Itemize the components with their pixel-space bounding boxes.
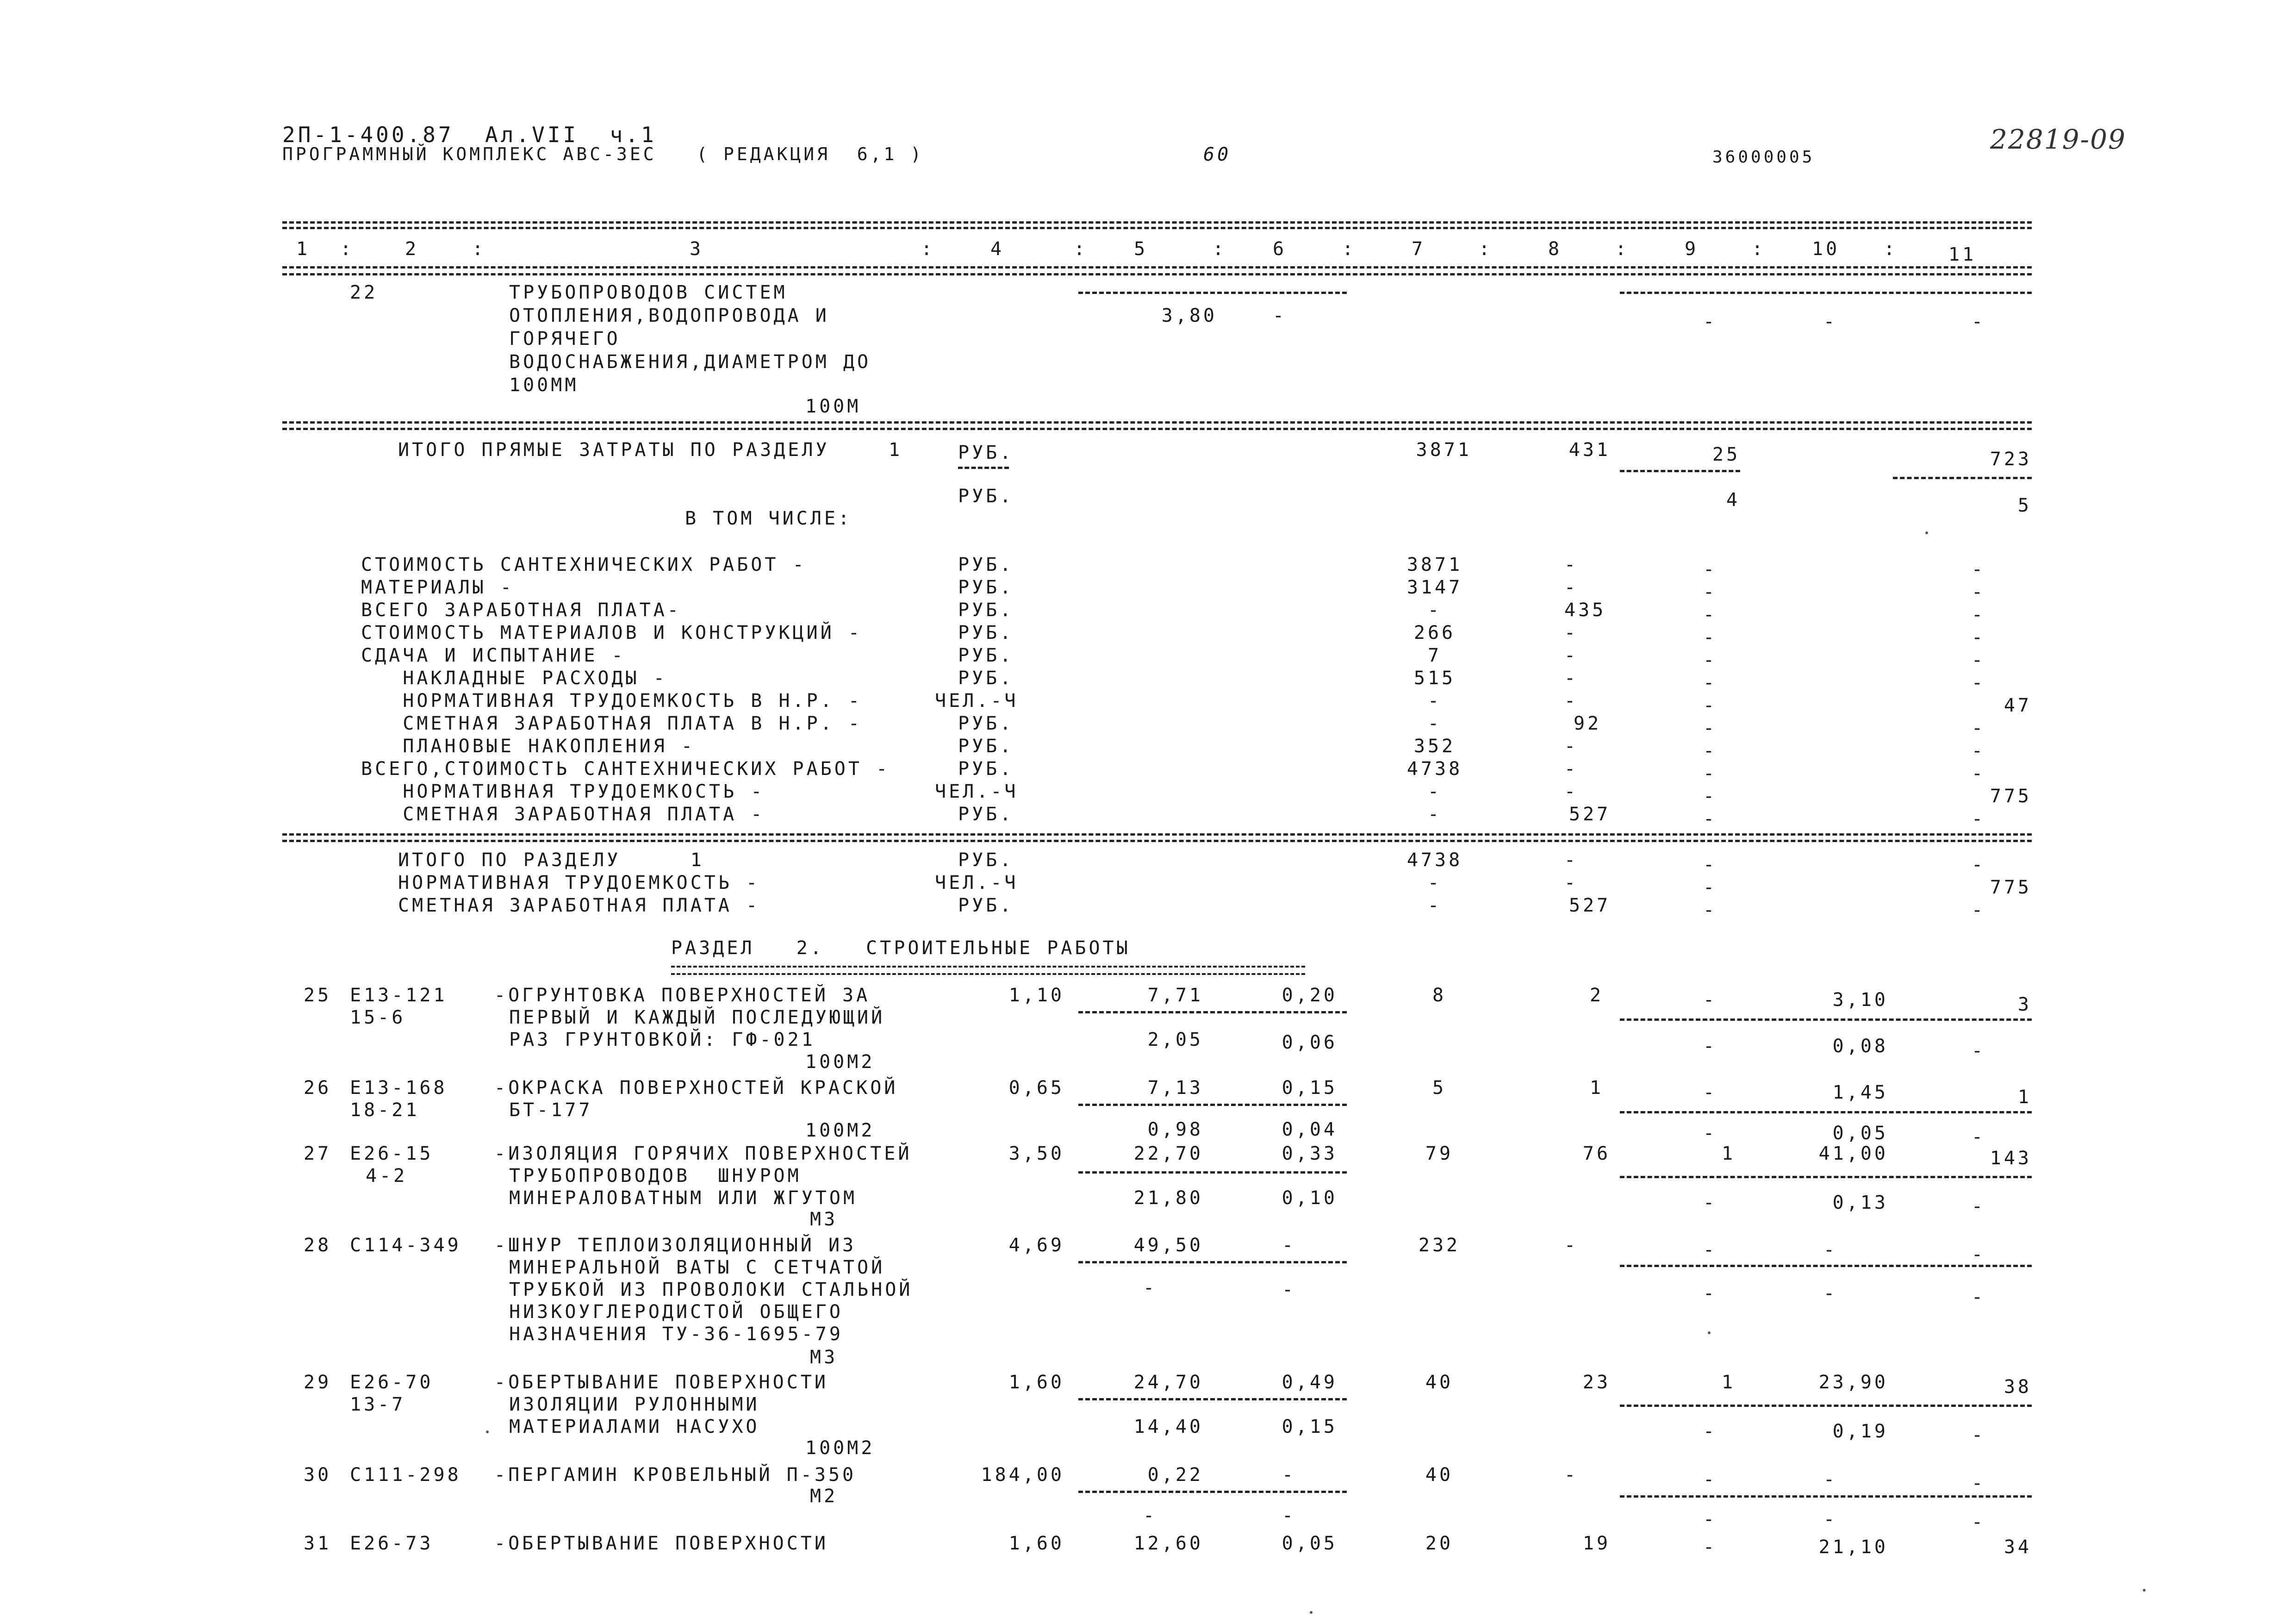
item-text: -ШНУР ТЕПЛОИЗОЛЯЦИОННЫЙ ИЗ [494, 1235, 857, 1256]
row-unit: ЧЕЛ.-Ч [935, 690, 1019, 712]
col-num: 11 [1948, 244, 1977, 265]
value-col9: - [1703, 899, 1717, 921]
item-unit: М3 [810, 1347, 838, 1368]
row-label: ВСЕГО,СТОИМОСТЬ САНТЕХНИЧЕСКИХ РАБОТ - [361, 758, 890, 780]
value-col11: - [1972, 604, 1986, 625]
row-label: СТОИМОСТЬ МАТЕРИАЛОВ И КОНСТРУКЦИЙ - [361, 622, 862, 643]
value-col10: 23,90 [1818, 1372, 1888, 1393]
value-col7: - [1427, 600, 1442, 621]
value-col9: - [1703, 1537, 1717, 1558]
row-label: СДАЧА И ИСПЫТАНИЕ - [361, 645, 626, 666]
item-code: Е13-121 [350, 985, 448, 1006]
value-col7: 515 [1413, 668, 1456, 689]
row-label: СТОИМОСТЬ САНТЕХНИЧЕСКИХ РАБОТ - [361, 554, 807, 575]
value-col11: - [1972, 311, 1986, 332]
value-col8: 527 [1569, 804, 1611, 825]
value-col11-second: - [1972, 1424, 1986, 1446]
program-title: ПРОГРАММНЫЙ КОМПЛЕКС АВС-3ЕС ( РЕДАКЦИЯ 6,1 ) [282, 144, 924, 164]
value-col5-second: 2,05 [1147, 1029, 1203, 1050]
value-col9: 1 [1722, 1372, 1736, 1393]
value-col11: 775 [1990, 877, 2032, 898]
value-col6: 0,15 [1282, 1077, 1338, 1099]
item-unit: 100М2 [805, 1120, 875, 1141]
item-number: 22 [350, 282, 378, 303]
value-col8: - [1564, 554, 1579, 575]
handwritten-number: 22819-09 [1990, 124, 2126, 155]
row-unit: РУБ. [958, 895, 1014, 916]
item-number: 29 [304, 1372, 332, 1393]
value-col10: 1,45 [1832, 1082, 1888, 1103]
value-col9: - [1703, 627, 1717, 648]
value-col4: 1,60 [1008, 1372, 1064, 1393]
row-unit: РУБ. [958, 668, 1014, 689]
value-col4: 184,00 [981, 1464, 1064, 1486]
value-col7: 4738 [1406, 758, 1463, 780]
value-col9: - [1703, 559, 1717, 580]
value-col9: - [1703, 854, 1717, 875]
item-code: Е26-70 [350, 1372, 434, 1393]
value-col10-second: 0,05 [1832, 1123, 1888, 1144]
direct-costs-label: ИТОГО ПРЯМЫЕ ЗАТРАТЫ ПО РАЗДЕЛУ [398, 439, 830, 461]
value-col5-second: 14,40 [1133, 1416, 1203, 1437]
item-code-2: 15-6 [350, 1007, 406, 1028]
value-col7: 5 [1432, 1077, 1447, 1099]
value-col11: - [1972, 627, 1986, 648]
value-col6-second: 0,06 [1282, 1032, 1338, 1053]
value-col7: 266 [1413, 622, 1456, 643]
row-label: СМЕТНАЯ ЗАРАБОТНАЯ ПЛАТА - [398, 895, 760, 916]
value-col5-second: 21,80 [1133, 1187, 1203, 1209]
page-number: 60 [1203, 144, 1232, 165]
row-unit: РУБ. [958, 849, 1014, 871]
value-col11: - [1972, 581, 1986, 603]
value-col9: - [1703, 786, 1717, 807]
header-rule-bottom [282, 266, 2032, 269]
value-col7: 3147 [1406, 577, 1463, 598]
value-col9: - [1703, 718, 1717, 739]
value-col11: - [1972, 718, 1986, 739]
row-label: СМЕТНАЯ ЗАРАБОТНАЯ ПЛАТА - [361, 804, 765, 825]
value-col7: 352 [1413, 736, 1456, 757]
value-col5: 24,70 [1133, 1372, 1203, 1393]
value-col10: 21,10 [1818, 1537, 1888, 1558]
item-code: С114-349 [350, 1235, 461, 1256]
value-col9: - [1703, 763, 1717, 784]
value-col9: - [1703, 695, 1717, 716]
value-col9-second: - [1703, 1509, 1717, 1530]
col-num: 1 [296, 238, 311, 260]
value-col6-second: - [1282, 1279, 1296, 1300]
value-col7: - [1427, 781, 1442, 802]
item-unit: М3 [810, 1209, 838, 1230]
row-unit: РУБ. [958, 804, 1014, 825]
value-col7: 4738 [1406, 849, 1463, 871]
value-col9-second: - [1703, 1421, 1717, 1442]
value-col11-second: - [1972, 1126, 1986, 1148]
item-text: РАЗ ГРУНТОВКОЙ: ГФ-021 [509, 1029, 815, 1050]
value-col8: - [1564, 622, 1579, 643]
value-col11: - [1972, 808, 1986, 830]
value-col8: - [1564, 668, 1579, 689]
value-col9: - [1703, 604, 1717, 625]
value-col8: - [1564, 1235, 1579, 1256]
item-text: -ОГРУНТОВКА ПОВЕРХНОСТЕЙ ЗА [494, 985, 871, 1006]
item-text: ТРУБОПРОВОДОВ СИСТЕМ [509, 282, 788, 303]
value-col9: - [1703, 808, 1717, 830]
header-rule-top-2 [282, 227, 2032, 229]
value-col7: - [1427, 895, 1442, 916]
value-col10-second: 0,08 [1832, 1036, 1888, 1057]
item-text: -ОБЕРТЫВАНИЕ ПОВЕРХНОСТИ [494, 1533, 828, 1554]
row-label: НАКЛАДНЫЕ РАСХОДЫ - [361, 668, 667, 689]
item-unit: 100М2 [805, 1437, 875, 1459]
value-col11: - [1972, 650, 1986, 671]
row-label: НОРМАТИВНАЯ ТРУДОЕМКОСТЬ - [398, 872, 760, 893]
value-col8: 23 [1582, 1372, 1611, 1393]
item-unit: 100М2 [805, 1051, 875, 1073]
header-rule-bottom-2 [282, 273, 2032, 275]
value-col9-second: - [1703, 1283, 1717, 1304]
value-col9: - [1703, 311, 1717, 332]
item-number: 26 [304, 1077, 332, 1099]
row-unit: ЧЕЛ.-Ч [935, 781, 1019, 802]
value-col4: 3,50 [1008, 1143, 1064, 1164]
item-text: БТ-177 [509, 1099, 593, 1121]
item-text: ТРУБОПРОВОДОВ ШНУРОМ [509, 1165, 802, 1187]
item-text: МАТЕРИАЛАМИ НАСУХО [509, 1416, 760, 1437]
row-label: ИТОГО ПО РАЗДЕЛУ 1 [398, 849, 704, 871]
row-unit: ЧЕЛ.-Ч [935, 872, 1019, 893]
value-col11-second: - [1972, 1287, 1986, 1308]
value-col9: - [1703, 1082, 1717, 1103]
row-label: ПЛАНОВЫЕ НАКОПЛЕНИЯ - [361, 736, 695, 757]
col-num: 3 [690, 238, 704, 260]
value-col11: 723 [1990, 449, 2032, 470]
value-col11: 34 [2004, 1537, 2032, 1558]
value-col7: 7 [1427, 645, 1442, 666]
row-label: МАТЕРИАЛЫ - [361, 577, 514, 598]
header-rule-top [282, 221, 2032, 224]
item-text: НИЗКОУГЛЕРОДИСТОЙ ОБЩЕГО [509, 1301, 843, 1323]
value-col10: 3,10 [1832, 989, 1888, 1011]
value-col10-second: - [1823, 1509, 1838, 1530]
value-col5-second: - [1143, 1277, 1157, 1299]
value-col8: - [1564, 690, 1579, 712]
scan-speck [1310, 1611, 1313, 1614]
value-col11-second: - [1972, 1196, 1986, 1217]
item-text: -ПЕРГАМИН КРОВЕЛЬНЫЙ П-350 [494, 1464, 857, 1486]
item-code: Е26-73 [350, 1533, 434, 1554]
value-col11: - [1972, 854, 1986, 875]
value-col9: - [1703, 740, 1717, 762]
row-label: НОРМАТИВНАЯ ТРУДОЕМКОСТЬ В Н.Р. - [361, 690, 862, 712]
value-col10: - [1823, 1469, 1838, 1490]
value-col10-second: 0,13 [1832, 1192, 1888, 1213]
value-col7: - [1427, 872, 1442, 893]
value-col5-second: - [1143, 1505, 1157, 1526]
value-col7: 20 [1425, 1533, 1454, 1554]
value-col8: 76 [1582, 1143, 1611, 1164]
item-code-2: 18-21 [350, 1099, 420, 1121]
section-title-underline [671, 966, 1305, 975]
value-col9: 25 [1712, 444, 1741, 465]
row-label: СМЕТНАЯ ЗАРАБОТНАЯ ПЛАТА В Н.Р. - [361, 713, 862, 734]
value-col6-second: 0,15 [1282, 1416, 1338, 1437]
item-text: ГОРЯЧЕГО [509, 328, 621, 350]
col-num: 6 [1273, 238, 1287, 260]
value-col8: - [1564, 645, 1579, 666]
row-unit: РУБ. [958, 645, 1014, 666]
value-col5: 0,22 [1147, 1464, 1203, 1486]
col-num: 5 [1134, 238, 1148, 260]
value-col9: - [1703, 1239, 1717, 1261]
value-col11: 143 [1990, 1148, 2032, 1169]
value-col8: 431 [1568, 439, 1611, 461]
value-col8: 1 [1589, 1077, 1604, 1099]
row-unit: РУБ. [958, 600, 1014, 621]
value-col6: 0,05 [1282, 1533, 1338, 1554]
col-num: 2 [405, 238, 419, 260]
col-num: 4 [990, 238, 1005, 260]
value-col7: 3871 [1416, 439, 1472, 461]
item-code-2: 4-2 [366, 1165, 408, 1187]
value-col4: 1,60 [1008, 1533, 1064, 1554]
col-num: 10 [1812, 238, 1840, 260]
doc-code: 2П-1-400.87 Ал.VII ч.1 [282, 122, 657, 147]
value-col10: - [1823, 311, 1838, 332]
document-code: 36000005 [1712, 148, 1815, 167]
value-col11-second: - [1972, 1040, 1986, 1062]
row-label: НОРМАТИВНАЯ ТРУДОЕМКОСТЬ - [361, 781, 765, 802]
value-col4: 1,10 [1008, 985, 1064, 1006]
item-text: ТРУБКОЙ ИЗ ПРОВОЛОКИ СТАЛЬНОЙ [509, 1279, 913, 1300]
value-col6: - [1282, 1235, 1296, 1256]
value-col11-second: 5 [2017, 495, 2032, 516]
value-col5: 12,60 [1133, 1533, 1203, 1554]
value-col10: - [1823, 1239, 1838, 1261]
value-col7: 8 [1432, 985, 1447, 1006]
item-text: МИНЕРАЛОВАТНЫМ ИЛИ ЖГУТОМ [509, 1187, 858, 1209]
value-col11: 775 [1990, 786, 2032, 807]
col-num: 7 [1412, 238, 1426, 260]
value-col11: 1 [2017, 1087, 2032, 1108]
item-text: ОТОПЛЕНИЯ,ВОДОПРОВОДА И [509, 305, 829, 326]
value-col8: - [1564, 758, 1579, 780]
value-col11: - [1972, 672, 1986, 693]
estimate-page: 2П-1-400.87 Ал.VII ч.1 ПРОГРАММНЫЙ КОМПЛЕКС АВС-3ЕС ( РЕДАКЦИЯ 6,1 ) 60 36000005 22819-09 1 2 3 4 5 6 7 8 9 10 11 : : : : : : : : : : 22 ТРУБОПРОВОДОВ СИСТЕМ ОТОПЛЕНИЯ,ВОДОПРОВОДА И ГОРЯЧЕГО ВОДОСНАБЖЕНИЯ,ДИАМЕТРОМ ДО 100ММ 100М 3,80 - - - - ИТОГО ПРЯМЫЕ ЗАТРАТЫ ПО РАЗДЕЛУ 1 РУБ. РУБ. 3871 431 25 4 723 5 В ТОМ ЧИСЛЕ: СТОИМОСТЬ САНТЕХНИЧЕСКИХ РАБОТ - РУБ. 3871 - - - МАТЕРИАЛЫ - РУБ. 3147 - - - ВСЕГО ЗАРАБОТНАЯ ПЛАТА- РУБ. - 435 - - СТОИМОСТЬ МАТЕРИАЛОВ И КОНСТРУКЦИЙ - РУБ. 266 - - - СДАЧА И ИСПЫТАНИЕ - РУБ. 7 - - - НАКЛАДНЫЕ РАСХОДЫ - РУБ. 515 - - - НОРМАТИВНАЯ ТРУДОЕМКОСТЬ В Н.Р. - ЧЕЛ.-Ч - - - 47 СМЕТНАЯ ЗАРАБОТНАЯ ПЛАТА В Н.Р. - РУБ. - 92 - - ПЛАНОВЫЕ НАКОПЛЕНИЯ - РУБ. 352 - - - ВСЕГО,СТОИМОСТЬ САНТЕХНИЧЕСКИХ РАБОТ - РУБ. 4738 - - - НОРМАТИВНАЯ ТРУДОЕМКОСТЬ - ЧЕЛ.-Ч - - - 775 СМЕТНАЯ ЗАРАБОТНАЯ ПЛАТА - РУБ. - 527 - - ИТОГО ПО РАЗДЕЛУ 1 РУБ. 4738 - - - НОРМАТИВНАЯ ТРУДОЕМКОСТЬ - ЧЕЛ.-Ч - - - 775 СМЕТНАЯ ЗАРАБОТНАЯ ПЛАТА - РУБ. - 527 - - РАЗДЕЛ 2. СТРОИТЕЛЬНЫЕ РАБОТЫ 25 Е13-121 15-6 -ОГРУНТОВКА ПОВЕРХНОСТЕЙ ЗА ПЕРВЫЙ И КАЖДЫЙ ПОСЛЕДУЮЩИЙ РАЗ ГРУНТОВКОЙ: ГФ-021 100М2 1,10 7,71 0,20 8 2 - 3,10 3 2,05 0,06 - 0,08 - 26 Е13-168 18-21 -ОКРАСКА ПОВЕРХНОСТЕЙ КРАСКОЙ БТ-177 100М2 0,65 7,13 0,15 5 1 - 1,45 1 0,98 0,04 - 0,05 - 27 Е26-15 4-2 -ИЗОЛЯЦИЯ ГОРЯЧИХ ПОВЕРХНОСТЕЙ ТРУБОПРОВОДОВ ШНУРОМ МИНЕРАЛОВАТНЫМ ИЛИ ЖГУТОМ М3 3,50 22,70 0,33 79 76 1 41,00 143 21,80 0,10 - 0,13 - 28 С114-349 -ШНУР ТЕПЛОИЗОЛЯЦИОННЫЙ ИЗ МИНЕРАЛЬНОЙ ВАТЫ С СЕТЧАТОЙ ТРУБКОЙ ИЗ ПРОВОЛОКИ СТАЛЬНОЙ НИЗКОУГЛЕРОДИСТОЙ ОБЩЕГО НАЗНАЧЕНИЯ ТУ-36-1695-79 М3 4,69 49,50 - 232 - - - - - - - - - 29 Е26-70 13-7 -ОБЕРТЫВАНИЕ ПОВЕРХНОСТИ ИЗОЛЯЦИИ РУЛОННЫМИ МАТЕРИАЛАМИ НАСУХО 100М2 1,60 24,70 0,49 40 23 1 23,90 38 14,40 0,15 - 0,19 - 30 С111-298 -ПЕРГАМИН КРОВЕЛЬНЫЙ П-350 М2 184,00 0,22 - 40 - - - - - - - - - 31 Е26-73 -ОБЕРТЫВАНИЕ ПОВЕРХНОСТИ 1,60 12,60 0,05 20 19 - 21,10 34 [0, 0, 2296, 1624]
value-col11: - [1972, 1473, 1986, 1494]
value-col7: 232 [1418, 1235, 1461, 1256]
value-col7: 40 [1425, 1372, 1454, 1393]
value-col9: - [1703, 989, 1717, 1011]
value-col7: - [1427, 690, 1442, 712]
value-col6: 0,20 [1282, 985, 1338, 1006]
item-text: МИНЕРАЛЬНОЙ ВАТЫ С СЕТЧАТОЙ [509, 1257, 885, 1278]
scan-speck [1925, 531, 1928, 534]
value-col11: - [1972, 740, 1986, 762]
value-col10-second: - [1823, 1283, 1838, 1304]
col-num: 8 [1548, 238, 1562, 260]
item-number: 30 [304, 1464, 332, 1486]
value-col7: 40 [1425, 1464, 1454, 1486]
value-col8: - [1564, 781, 1579, 802]
section-number: 1 [889, 439, 903, 461]
item-text: ВОДОСНАБЖЕНИЯ,ДИАМЕТРОМ ДО [509, 351, 871, 373]
value-col8: 527 [1569, 895, 1611, 916]
value-col11-second: - [1972, 1512, 1986, 1533]
value-col7: 79 [1425, 1143, 1454, 1164]
value-col10: 41,00 [1818, 1143, 1888, 1164]
value-col8: - [1564, 849, 1579, 871]
value-col6-second: 0,04 [1282, 1119, 1338, 1140]
section-2-title: РАЗДЕЛ 2. СТРОИТЕЛЬНЫЕ РАБОТЫ [671, 937, 1131, 959]
value-col8: 435 [1564, 600, 1606, 621]
item-code: С111-298 [350, 1464, 461, 1486]
value-col8: 19 [1582, 1533, 1611, 1554]
value-col4: 4,69 [1008, 1235, 1064, 1256]
unit: РУБ. [958, 442, 1014, 463]
value-col11: - [1972, 763, 1986, 784]
row-unit: РУБ. [958, 713, 1014, 734]
value-col8: - [1564, 872, 1579, 893]
item-code: Е26-15 [350, 1143, 434, 1164]
value-col9-second: 4 [1726, 489, 1741, 511]
value-col7: - [1427, 713, 1442, 734]
item-code-2: 13-7 [350, 1394, 406, 1415]
item-text: НАЗНАЧЕНИЯ ТУ-36-1695-79 [509, 1324, 843, 1345]
value-col5: 3,80 [1161, 305, 1217, 326]
row-unit: РУБ. [958, 622, 1014, 643]
value-col9: - [1703, 1469, 1717, 1490]
scan-speck [486, 1430, 489, 1433]
col-num: 9 [1685, 238, 1699, 260]
value-col11: - [1972, 1244, 1986, 1265]
value-col8: 92 [1574, 713, 1602, 734]
item-number: 27 [304, 1143, 332, 1164]
item-number: 31 [304, 1533, 332, 1554]
including-label: В ТОМ ЧИСЛЕ: [685, 508, 852, 529]
unit: РУБ. [958, 486, 1014, 507]
value-col5-second: 0,98 [1147, 1119, 1203, 1140]
value-col9-second: - [1703, 1192, 1717, 1213]
item-text: -ОКРАСКА ПОВЕРХНОСТЕЙ КРАСКОЙ [494, 1077, 898, 1099]
value-col8: - [1564, 1464, 1579, 1486]
value-col6: - [1272, 305, 1287, 326]
value-col9: 1 [1722, 1143, 1736, 1164]
value-col8: - [1564, 736, 1579, 757]
item-number: 28 [304, 1235, 332, 1256]
value-col5: 22,70 [1133, 1143, 1203, 1164]
value-col5: 49,50 [1133, 1235, 1203, 1256]
value-col6: 0,49 [1282, 1372, 1338, 1393]
row-unit: РУБ. [958, 736, 1014, 757]
item-text: -ОБЕРТЫВАНИЕ ПОВЕРХНОСТИ [494, 1372, 828, 1393]
item-text: -ИЗОЛЯЦИЯ ГОРЯЧИХ ПОВЕРХНОСТЕЙ [494, 1143, 912, 1164]
item-text: 100ММ [509, 375, 579, 396]
row-unit: РУБ. [958, 577, 1014, 598]
value-col11: - [1972, 899, 1986, 921]
item-unit: 100М [805, 396, 861, 417]
value-col7: - [1427, 804, 1442, 825]
row-unit: РУБ. [958, 758, 1014, 780]
value-col9: - [1703, 581, 1717, 603]
row-unit: РУБ. [958, 554, 1014, 575]
value-col11: 47 [2004, 695, 2032, 716]
value-col6-second: 0,10 [1282, 1187, 1338, 1209]
value-col10-second: 0,19 [1832, 1421, 1888, 1442]
value-col5: 7,13 [1147, 1077, 1203, 1099]
value-col9: - [1703, 672, 1717, 693]
value-col9-second: - [1703, 1036, 1717, 1057]
value-col11: 38 [2004, 1376, 2032, 1398]
row-label: ВСЕГО ЗАРАБОТНАЯ ПЛАТА- [361, 600, 681, 621]
value-col4: 0,65 [1008, 1077, 1064, 1099]
value-col5: 7,71 [1147, 985, 1203, 1006]
scan-speck [2143, 1589, 2146, 1592]
value-col9: - [1703, 650, 1717, 671]
value-col6: 0,33 [1282, 1143, 1338, 1164]
item-text: ПЕРВЫЙ И КАЖДЫЙ ПОСЛЕДУЮЩИЙ [509, 1007, 885, 1028]
item-number: 25 [304, 985, 332, 1006]
value-col7: 3871 [1406, 554, 1463, 575]
item-code: Е13-168 [350, 1077, 448, 1099]
value-col8: - [1564, 577, 1579, 598]
value-col6: - [1282, 1464, 1296, 1486]
value-col6-second: - [1282, 1505, 1296, 1526]
value-col11: - [1972, 559, 1986, 580]
item-unit: М2 [810, 1486, 838, 1507]
value-col9-second: - [1703, 1123, 1717, 1144]
value-col11: 3 [2017, 994, 2032, 1015]
value-col9: - [1703, 877, 1717, 898]
item-text: ИЗОЛЯЦИИ РУЛОННЫМИ [509, 1394, 760, 1415]
scan-speck [1708, 1331, 1711, 1334]
value-col8: 2 [1589, 985, 1604, 1006]
